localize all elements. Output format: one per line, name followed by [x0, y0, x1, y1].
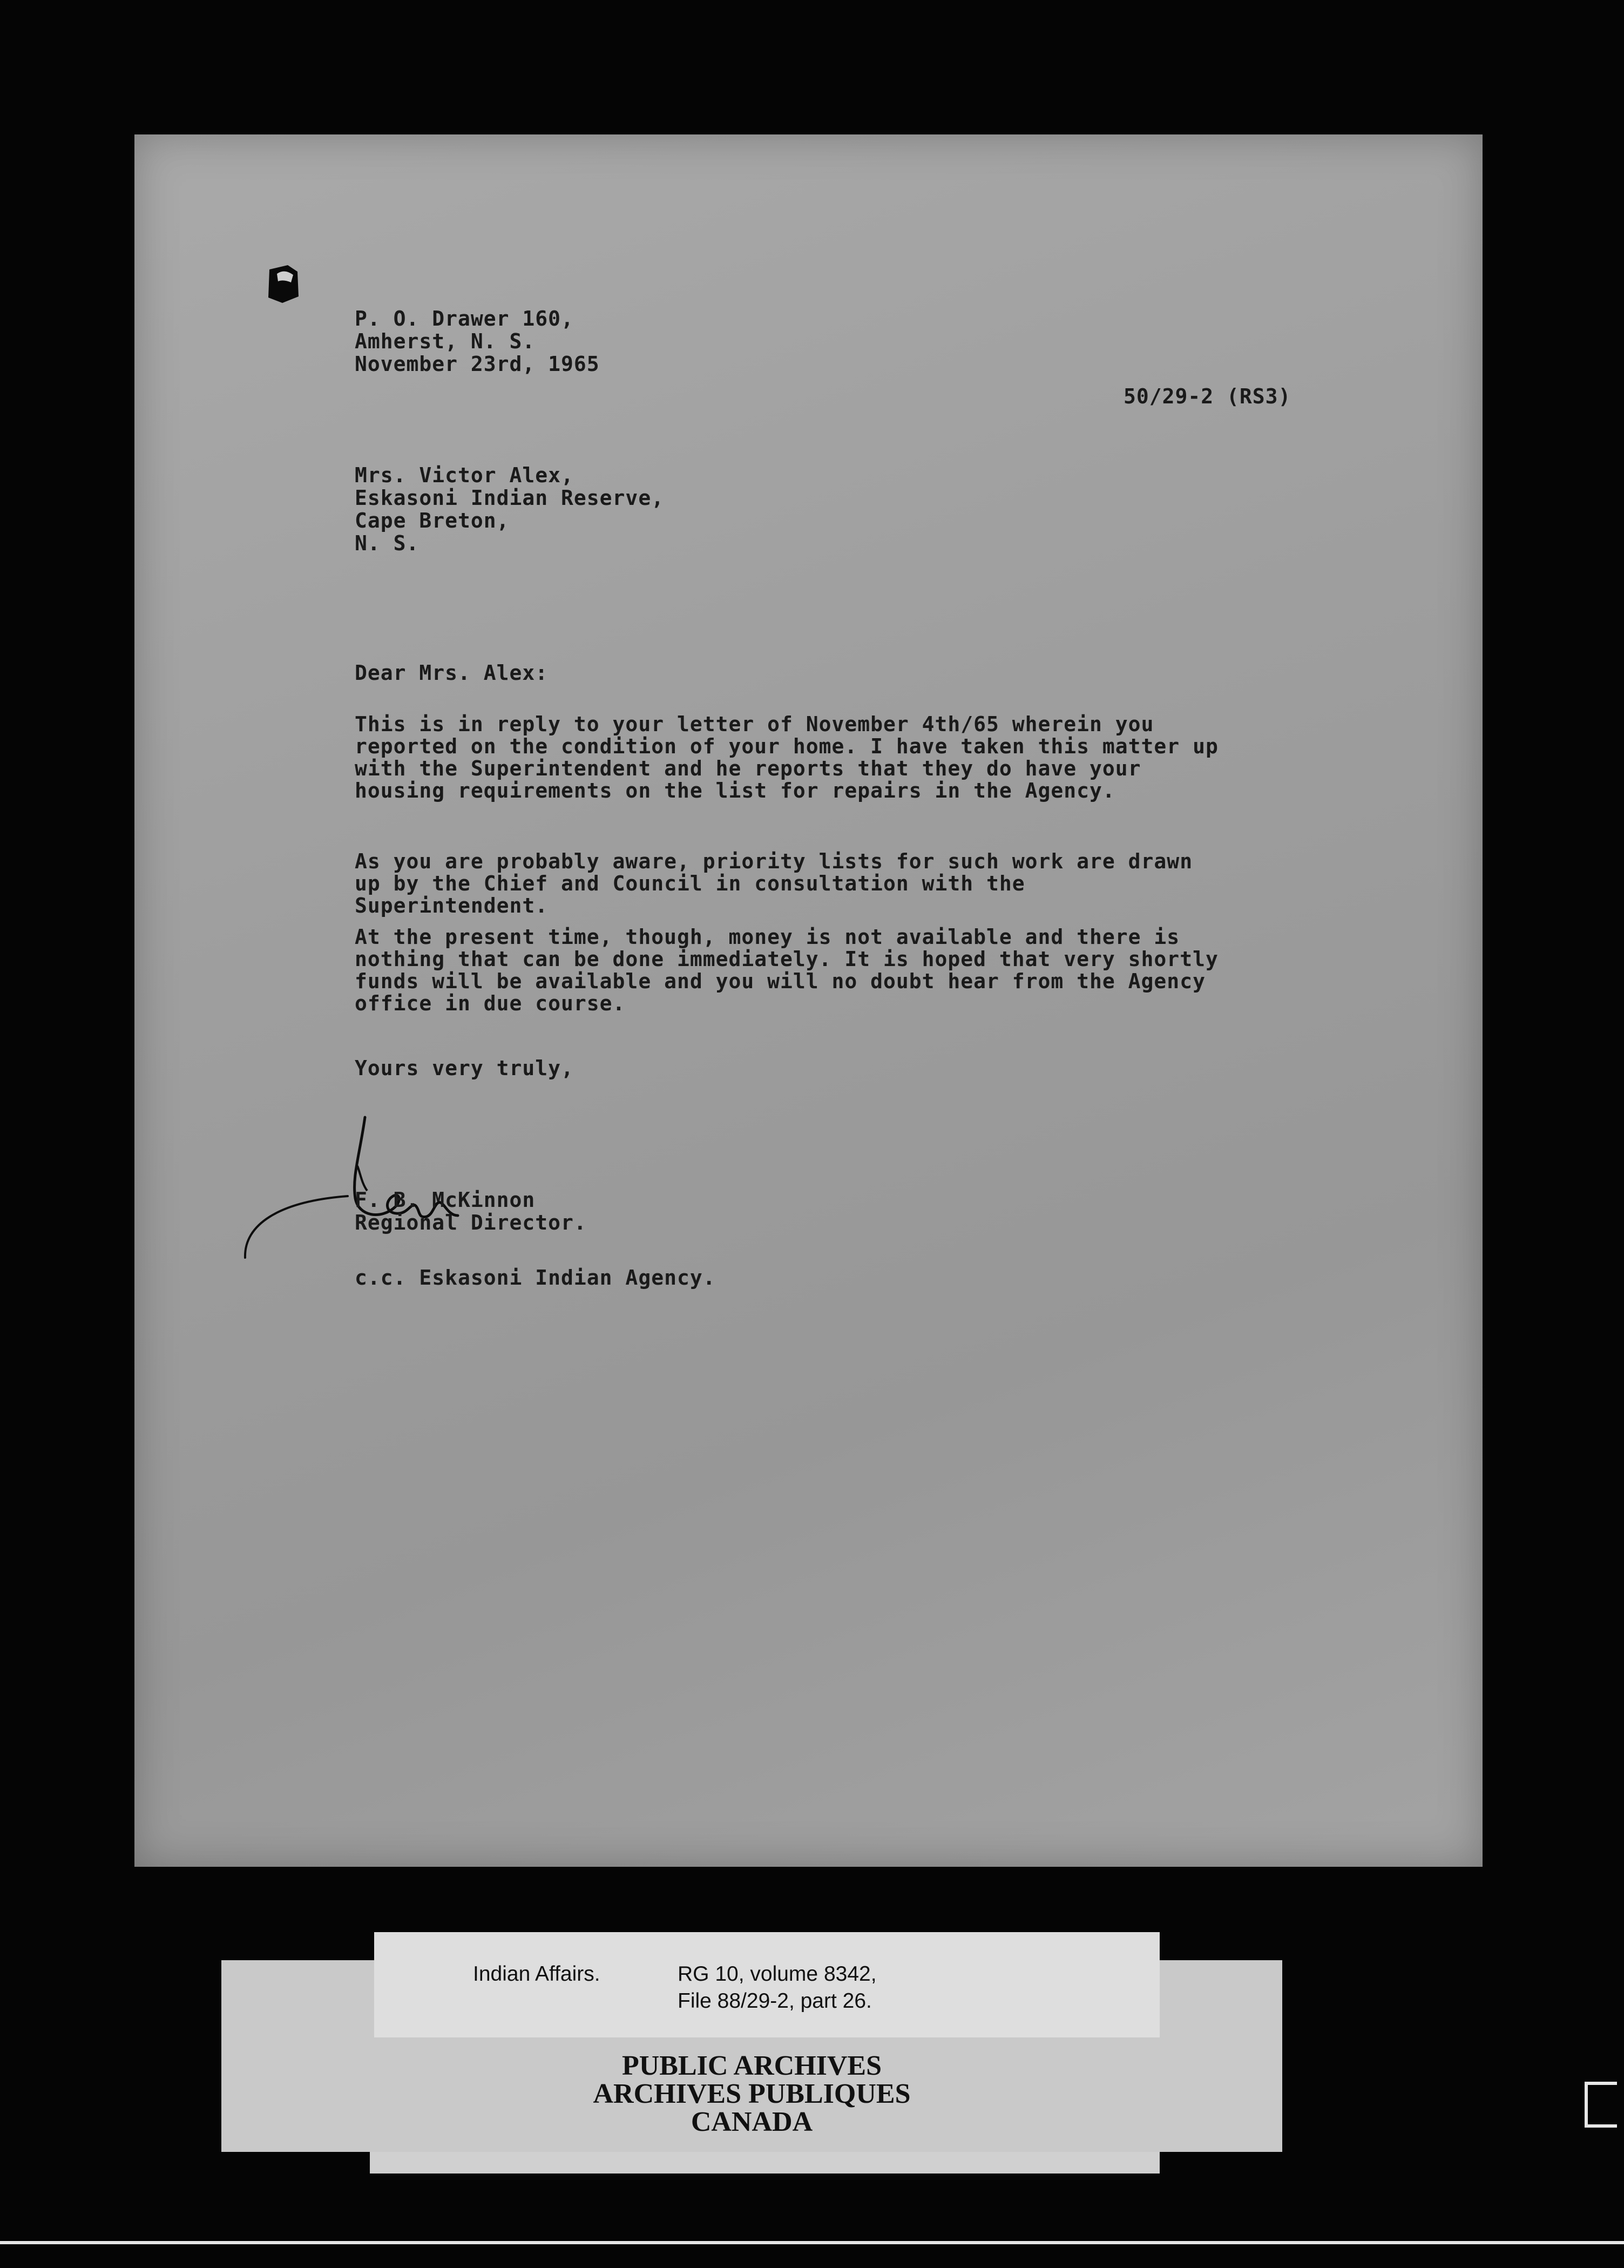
recipient-line-4: N. S. [355, 531, 419, 555]
film-edge-line [0, 2241, 1624, 2244]
label-bottom-strip [370, 2152, 1160, 2174]
signatory-title: Regional Director. [355, 1211, 587, 1234]
handwritten-signature [240, 1090, 542, 1268]
salutation: Dear Mrs. Alex: [355, 661, 549, 685]
body-paragraph-3: At the present time, though, money is not available and there is nothing that can be done immediately. It is hoped that very shortly funds will be available and you will no doubt hear from the Agency office in due course. [355, 925, 1219, 1015]
film-edge-marker [1585, 2082, 1617, 2128]
archive-name-en: PUBLIC ARCHIVES [621, 2050, 882, 2081]
recipient-line-2: Eskasoni Indian Reserve, [355, 486, 665, 510]
file-number-label: File 88/29-2, part 26. [678, 1989, 872, 2013]
body-paragraph-2: As you are probably aware, priority lists for such work are drawn up by the Chief and Council in consultation with the Superintendent. [355, 849, 1193, 917]
record-group-label: RG 10, volume 8342, [678, 1962, 877, 1986]
sender-address-line-2: Amherst, N. S. [355, 329, 536, 353]
body-paragraph-1: This is in reply to your letter of November 4th/65 wherein you reported on the condition of your home. I have taken this matter up with the Superintendent and he reports that they do have your housing requirements on the list for repairs in the Agency. [355, 712, 1219, 802]
sender-address-line-1: P. O. Drawer 160, [355, 307, 574, 330]
letter-sheet [134, 134, 1483, 1867]
carbon-copy-line: c.c. Eskasoni Indian Agency. [355, 1266, 716, 1290]
signatory-name: F. B. McKinnon [355, 1188, 536, 1212]
archive-country: CANADA [691, 2107, 813, 2137]
archive-name-fr: ARCHIVES PUBLIQUES [593, 2078, 911, 2109]
letter-date: November 23rd, 1965 [355, 352, 600, 376]
recipient-line-3: Cape Breton, [355, 509, 510, 532]
file-reference: 50/29-2 (RS3) [1124, 384, 1291, 408]
archive-reference-strip [374, 1932, 1160, 2037]
punch-hole-mark [266, 264, 300, 304]
closing: Yours very truly, [355, 1056, 574, 1080]
department-label: Indian Affairs. [473, 1962, 600, 1986]
recipient-line-1: Mrs. Victor Alex, [355, 463, 574, 487]
